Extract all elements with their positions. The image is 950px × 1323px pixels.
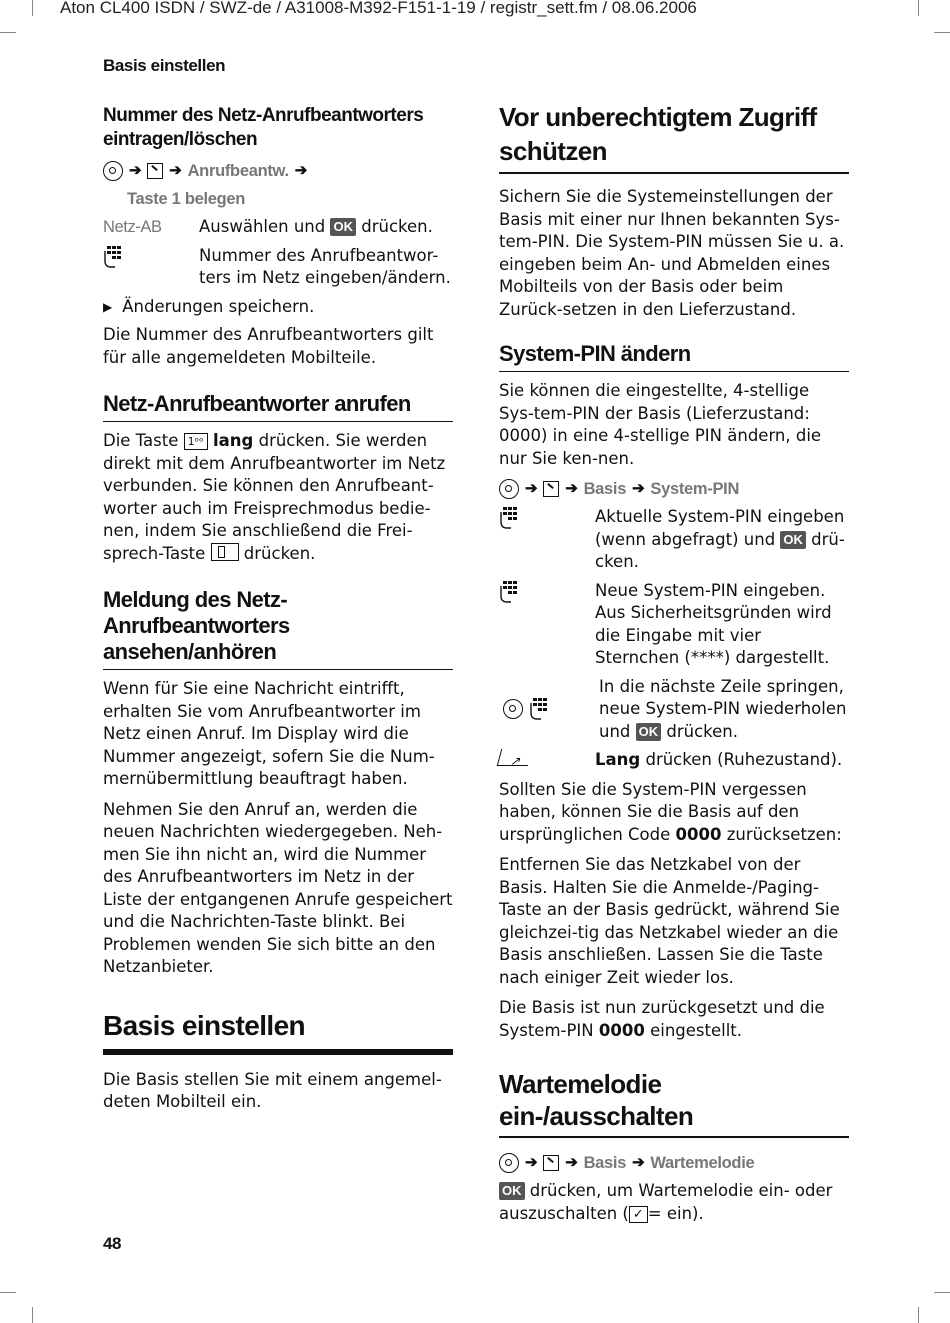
paragraph: Sie können die eingestellte, 4-stellige Sys-tem-PIN der Basis (Lieferzustand: 0000) in eine 4-stellige PIN ändern, die nur Sie ken-nen.	[499, 381, 822, 468]
step-text: Aktuelle System-PIN eingeben (wenn abgefragt) und OK drü-cken.	[595, 507, 845, 571]
page-number: 48	[103, 1234, 122, 1253]
menu-path	[103, 160, 453, 210]
chapter-title: Basis einstellen	[103, 1009, 453, 1055]
ok-key: OK	[330, 218, 356, 236]
step-row	[103, 245, 453, 290]
arrow-icon: ➔	[565, 480, 578, 497]
nav-key-icon	[499, 1153, 519, 1173]
menu-item: Taste 1 belegen	[127, 190, 246, 208]
running-title: Basis einstellen	[103, 56, 226, 75]
bullet-item: ▶ Änderungen speichern.	[103, 296, 453, 319]
ok-key: OK	[636, 723, 662, 741]
step-row	[499, 676, 849, 744]
crop-mark	[918, 0, 919, 16]
paragraph: Wenn für Sie eine Nachricht eintrifft, erhalten Sie vom Anrufbeantworter im Netz einen Anruf. Im Display wird die Nummer angezeigt, sofern Sie die Num-mernübermittlung beauftragt haben.	[103, 679, 435, 788]
paragraph: Die Basis stellen Sie mit einem angemel-deten Mobilteil ein.	[103, 1069, 442, 1111]
paragraph: OK drücken, um Wartemelodie ein- oder auszuschalten ( ✓ = ein).	[499, 1181, 833, 1223]
step-key	[499, 749, 595, 773]
menu-item: Wartemelodie	[650, 1154, 755, 1172]
crop-mark	[934, 1292, 950, 1293]
section-title: Netz-Anrufbeantworter anrufen	[103, 391, 453, 422]
nav-key-icon	[499, 479, 519, 499]
arrow-icon: ➔	[565, 1154, 578, 1171]
section-title: Nummer des Netz-Anrufbeantworters eintragen/löschen	[103, 105, 424, 150]
section-title: Meldung des Netz-Anrufbeantworters ansehen/anhören	[103, 587, 453, 670]
checkbox-checked-icon: ✓	[629, 1206, 648, 1223]
paragraph: Sollten Sie die System-PIN vergessen haben, können Sie die Basis auf den ursprünglichen Code 0000 zurücksetzen:	[499, 779, 842, 844]
nav-key-icon	[103, 161, 123, 181]
step-text: Nummer des Anrufbeantwor-ters im Netz eingeben/ändern.	[199, 245, 451, 287]
arrow-icon: ➔	[129, 162, 142, 179]
menu-icon	[543, 481, 559, 497]
step-key	[499, 506, 595, 574]
arrow-icon: ➔	[294, 162, 308, 179]
arrow-icon: ➔	[525, 480, 538, 497]
step-row	[499, 506, 849, 574]
step-key	[499, 580, 595, 670]
step-key-label: Netz-AB	[103, 218, 162, 236]
arrow-icon: ➔	[525, 1154, 538, 1171]
step-row	[499, 749, 849, 773]
left-column	[103, 100, 453, 1122]
step-row	[103, 216, 453, 239]
menu-path	[499, 1152, 849, 1174]
step-key	[103, 245, 199, 290]
crop-mark	[32, 0, 33, 16]
paragraph: Sichern Sie die Systemeinstellungen der Basis mit einer nur Ihnen bekannten Sys-tem-PIN. Die System-PIN müssen Sie u. a. eingeben beim An- und Abmelden eines Mobilteils von der Basis oder beim Zurück-setzen in den Lieferzustand.	[499, 187, 845, 319]
arrow-icon: ➔	[632, 1154, 645, 1171]
ok-key: OK	[499, 1182, 525, 1200]
menu-item: Anrufbeantw.	[187, 162, 289, 180]
nav-key-icon	[503, 699, 523, 719]
crop-mark	[0, 1292, 16, 1293]
keypad-icon	[499, 506, 521, 530]
crop-mark	[0, 32, 16, 33]
step-text: Auswählen und OK drücken.	[199, 217, 433, 236]
chapter-title: Wartemelodie ein-/ausschalten	[499, 1068, 849, 1138]
step-key	[499, 676, 599, 744]
menu-icon	[147, 163, 163, 179]
paragraph: Die Taste 1ᵒᵒ lang drücken. Sie werden direkt mit dem Anrufbeantworter im Netz verbunden. Sie können den Anrufbeant-worter auch im Freisprechmodus bedie-nen, indem Sie anschließend die Frei-sprech-Taste drücken.	[103, 431, 446, 563]
chapter-title: Vor unberechtigtem Zugriff schützen	[499, 100, 849, 174]
document-info-line: Aton CL400 ISDN / SWZ-de / A31008-M392-F151-1-19 / registr_sett.fm / 08.06.2006	[60, 0, 697, 17]
keypad-icon	[103, 245, 125, 269]
paragraph: Nehmen Sie den Anruf an, werden die neuen Nachrichten wiedergegeben. Neh-men Sie ihn nicht an, wird die Nummer des Anrufbeantworters im Netz in der Liste der entgangenen Anrufe gespeichert und die Nachrichten-Taste blinkt. Bei Problemen wenden Sie sich bitte an den Netzanbieter.	[103, 799, 453, 976]
paragraph: Die Nummer des Anrufbeantworters gilt für alle angemeldeten Mobilteile.	[103, 325, 434, 367]
speaker-key-icon	[211, 543, 239, 561]
triangle-bullet-icon: ▶	[103, 299, 113, 314]
crop-mark	[32, 1307, 33, 1323]
menu-item: Basis	[583, 480, 627, 498]
menu-icon	[543, 1155, 559, 1171]
menu-item: Basis	[583, 1154, 627, 1172]
right-column	[499, 100, 849, 1233]
step-text: Neue System-PIN eingeben. Aus Sicherheitsgründen wird die Eingabe mit vier Sternchen (****) dargestellt.	[595, 580, 832, 667]
end-call-icon: ↗	[497, 749, 533, 766]
keypad-icon	[499, 580, 521, 604]
arrow-icon: ➔	[632, 480, 645, 497]
menu-path	[499, 478, 849, 500]
step-text: In die nächste Zeile springen, neue System-PIN wiederholen und OK drücken.	[599, 676, 847, 741]
step-row	[499, 580, 849, 670]
crop-mark	[934, 32, 950, 33]
menu-item: System-PIN	[650, 480, 740, 498]
section-title: System-PIN ändern	[499, 341, 849, 372]
arrow-icon: ➔	[169, 162, 182, 179]
keypad-icon	[529, 697, 551, 721]
crop-mark	[918, 1307, 919, 1323]
step-text: Lang drücken (Ruhezustand).	[595, 750, 843, 769]
paragraph: Entfernen Sie das Netzkabel von der Basis. Halten Sie die Anmelde-/Paging-Taste an der Basis gedrückt, während Sie gleichzei-tig das Netzkabel wieder an die Basis anschließen. Lassen Sie die Taste nach einiger Zeit wieder los.	[499, 855, 840, 987]
ok-key: OK	[780, 531, 806, 549]
paragraph: Die Basis ist nun zurückgesetzt und die System-PIN 0000 eingestellt.	[499, 998, 825, 1040]
key-1-icon: 1ᵒᵒ	[184, 433, 208, 450]
